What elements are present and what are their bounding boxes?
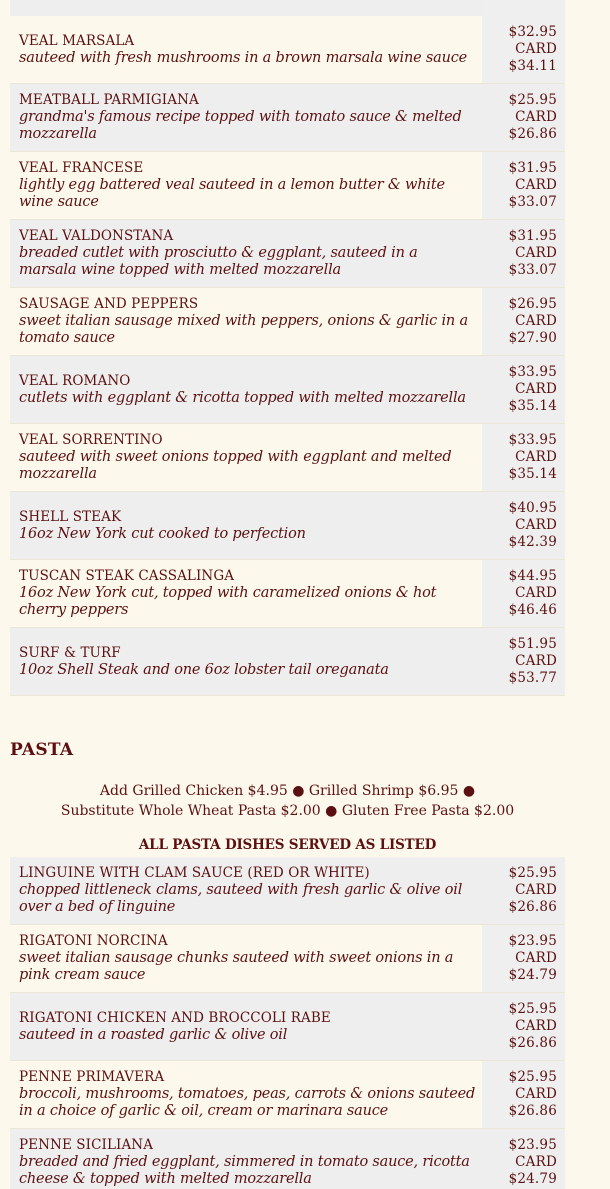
menu-item-price-cell bbox=[482, 356, 565, 423]
menu-item-description: lightly egg battered veal sauteed in a lemon butter & white wine sauce bbox=[19, 177, 445, 210]
menu-item-description: cutlets with eggplant & ricotta topped with melted mozzarella bbox=[19, 389, 466, 406]
pasta-substitutions-note: Substitute Whole Wheat Pasta $2.00 ● Gluten Free Pasta $2.00 bbox=[60, 803, 515, 819]
card-price: $53.77 bbox=[508, 670, 557, 686]
menu-item-description: breaded and fried eggplant, simmered in tomato sauce, ricotta cheese & topped with melted mozzarella bbox=[19, 1154, 470, 1187]
cash-price: $25.95 bbox=[508, 92, 557, 108]
menu-item-description: chopped littleneck clams, sauteed with fresh garlic & olive oil over a bed of linguine bbox=[19, 882, 463, 915]
menu-item-description: 16oz New York cut cooked to perfection bbox=[19, 525, 306, 542]
menu-item-name: VEAL SORRENTINO bbox=[19, 432, 163, 448]
menu-item-row bbox=[10, 628, 565, 696]
menu-item-description: breaded cutlet with prosciutto & eggplant, sauteed in a marsala wine topped with melted mozzarella bbox=[19, 245, 418, 278]
cash-price: $31.95 bbox=[508, 160, 557, 176]
menu-item-description: sweet italian sausage chunks sauteed with sweet onions in a pink cream sauce bbox=[19, 950, 454, 983]
menu-item-name: RIGATONI CHICKEN AND BROCCOLI RABE bbox=[19, 1009, 331, 1026]
menu-item-description-cell bbox=[10, 857, 482, 924]
card-price: $35.14 bbox=[508, 466, 557, 482]
card-price: $33.07 bbox=[508, 262, 557, 278]
menu-item-row bbox=[10, 84, 565, 152]
card-price: $24.79 bbox=[508, 1171, 557, 1187]
menu-item-price-cell bbox=[482, 1129, 565, 1189]
card-label: CARD bbox=[515, 882, 557, 898]
menu-item-row bbox=[10, 220, 565, 288]
menu-item-name: LINGUINE WITH CLAM SAUCE (RED OR WHITE) bbox=[19, 865, 370, 881]
menu-item-row bbox=[10, 560, 565, 628]
menu-item-row bbox=[10, 356, 565, 424]
pasta-addons-note: Add Grilled Chicken $4.95 ● Grilled Shrimp $6.95 ● bbox=[99, 783, 476, 799]
menu-item-price-cell bbox=[482, 84, 565, 151]
cash-price: $40.95 bbox=[508, 500, 557, 516]
cash-price: $51.95 bbox=[508, 636, 557, 652]
menu-item-name: SURF & TURF bbox=[19, 644, 121, 661]
card-label: CARD bbox=[515, 517, 557, 533]
card-price: $42.39 bbox=[508, 534, 557, 550]
menu-item-description-cell bbox=[10, 628, 482, 695]
pasta-served-note: ALL PASTA DISHES SERVED AS LISTED bbox=[138, 837, 437, 853]
menu-item-price-cell bbox=[482, 220, 565, 287]
menu-item-description: grandma's famous recipe topped with tomato sauce & melted mozzarella bbox=[19, 109, 462, 142]
card-price: $26.86 bbox=[508, 1035, 557, 1051]
card-price: $26.86 bbox=[508, 899, 557, 915]
card-label: CARD bbox=[515, 950, 557, 966]
card-label: CARD bbox=[515, 245, 557, 261]
menu-item-price-cell bbox=[482, 424, 565, 491]
menu-item-description-cell bbox=[10, 925, 482, 992]
menu-item-description-cell bbox=[10, 152, 482, 219]
menu-item-row bbox=[10, 152, 565, 220]
menu-item-name: PENNE PRIMAVERA bbox=[19, 1069, 165, 1085]
menu-item-name: PENNE SICILIANA bbox=[19, 1137, 154, 1153]
truncated-row bbox=[10, 0, 565, 17]
menu-item-description-cell bbox=[10, 492, 482, 559]
menu-item-price-cell bbox=[482, 560, 565, 627]
card-price: $26.86 bbox=[508, 126, 557, 142]
menu-item-name: SAUSAGE AND PEPPERS bbox=[19, 296, 199, 312]
menu-item-description-cell bbox=[10, 220, 482, 287]
card-price: $26.86 bbox=[508, 1103, 557, 1119]
menu-item-description-cell bbox=[10, 84, 482, 151]
menu-item-row bbox=[10, 993, 565, 1061]
menu-item-price-cell bbox=[482, 993, 565, 1060]
menu-item-name: SHELL STEAK bbox=[19, 508, 122, 525]
card-label: CARD bbox=[515, 1154, 557, 1170]
menu-item-row bbox=[10, 1129, 565, 1189]
card-label: CARD bbox=[515, 381, 557, 397]
menu-item-description: broccoli, mushrooms, tomatoes, peas, carrots & onions sauteed in a choice of garlic & oil, cream or marinara sauce bbox=[19, 1086, 476, 1119]
menu-item-description-cell bbox=[10, 16, 482, 83]
menu-item-name: VEAL ROMANO bbox=[19, 372, 131, 389]
card-label: CARD bbox=[515, 1018, 557, 1034]
menu-item-name: RIGATONI NORCINA bbox=[19, 933, 168, 949]
menu-item-name: TUSCAN STEAK CASSALINGA bbox=[19, 568, 235, 584]
cash-price: $25.95 bbox=[508, 865, 557, 881]
card-price: $34.11 bbox=[508, 58, 557, 74]
menu-item-row bbox=[10, 925, 565, 993]
section-title-pasta: PASTA bbox=[10, 740, 74, 760]
menu-item-description-cell bbox=[10, 356, 482, 423]
menu-item-description-cell bbox=[10, 1129, 482, 1189]
menu-item-description: sauteed with fresh mushrooms in a brown marsala wine sauce bbox=[19, 49, 468, 66]
menu-item-row bbox=[10, 857, 565, 925]
menu-item-name: VEAL FRANCESE bbox=[19, 160, 144, 176]
menu-item-row bbox=[10, 424, 565, 492]
menu-item-description-cell bbox=[10, 424, 482, 491]
card-price: $33.07 bbox=[508, 194, 557, 210]
menu-item-row bbox=[10, 1061, 565, 1129]
card-label: CARD bbox=[515, 109, 557, 125]
card-label: CARD bbox=[515, 1086, 557, 1102]
menu-item-name: MEATBALL PARMIGIANA bbox=[19, 92, 199, 108]
card-label: CARD bbox=[515, 313, 557, 329]
menu-item-name: VEAL VALDONSTANA bbox=[19, 228, 174, 244]
menu-item-description: sauteed with sweet onions topped with eggplant and melted mozzarella bbox=[19, 449, 452, 482]
menu-item-row bbox=[10, 492, 565, 560]
card-label: CARD bbox=[515, 653, 557, 669]
card-label: CARD bbox=[515, 449, 557, 465]
cash-price: $25.95 bbox=[508, 1069, 557, 1085]
menu-item-price-cell bbox=[482, 857, 565, 924]
menu-item-name: VEAL MARSALA bbox=[19, 32, 135, 49]
cash-price: $23.95 bbox=[508, 933, 557, 949]
cash-price: $32.95 bbox=[508, 24, 557, 40]
menu-item-price-cell bbox=[482, 492, 565, 559]
cash-price: $31.95 bbox=[508, 228, 557, 244]
menu-item-description: 16oz New York cut, topped with caramelized onions & hot cherry peppers bbox=[19, 585, 437, 618]
cash-price: $44.95 bbox=[508, 568, 557, 584]
cash-price: $23.95 bbox=[508, 1137, 557, 1153]
menu-item-description-cell bbox=[10, 993, 482, 1060]
menu-item-description: 10oz Shell Steak and one 6oz lobster tail oreganata bbox=[19, 661, 389, 678]
cash-price: $33.95 bbox=[508, 432, 557, 448]
pasta-table bbox=[10, 857, 565, 1189]
menu-item-row bbox=[10, 288, 565, 356]
card-price: $46.46 bbox=[508, 602, 557, 618]
card-label: CARD bbox=[515, 585, 557, 601]
card-label: CARD bbox=[515, 177, 557, 193]
menu-item-row bbox=[10, 16, 565, 84]
cash-price: $26.95 bbox=[508, 296, 557, 312]
menu-item-price-cell bbox=[482, 925, 565, 992]
menu-item-price-cell bbox=[482, 288, 565, 355]
menu-item-description: sauteed in a roasted garlic & olive oil bbox=[19, 1026, 288, 1043]
menu-item-description: sweet italian sausage mixed with peppers, onions & garlic in a tomato sauce bbox=[19, 313, 468, 346]
cash-price: $33.95 bbox=[508, 364, 557, 380]
menu-item-price-cell bbox=[482, 628, 565, 695]
card-price: $27.90 bbox=[508, 330, 557, 346]
menu-item-price-cell bbox=[482, 16, 565, 83]
menu-item-description-cell bbox=[10, 288, 482, 355]
entree-table bbox=[10, 16, 565, 696]
menu-item-price-cell bbox=[482, 1061, 565, 1128]
menu-item-description-cell bbox=[10, 560, 482, 627]
menu-item-price-cell bbox=[482, 152, 565, 219]
card-price: $35.14 bbox=[508, 398, 557, 414]
cash-price: $25.95 bbox=[508, 1001, 557, 1017]
card-label: CARD bbox=[515, 41, 557, 57]
card-price: $24.79 bbox=[508, 967, 557, 983]
menu-item-description-cell bbox=[10, 1061, 482, 1128]
